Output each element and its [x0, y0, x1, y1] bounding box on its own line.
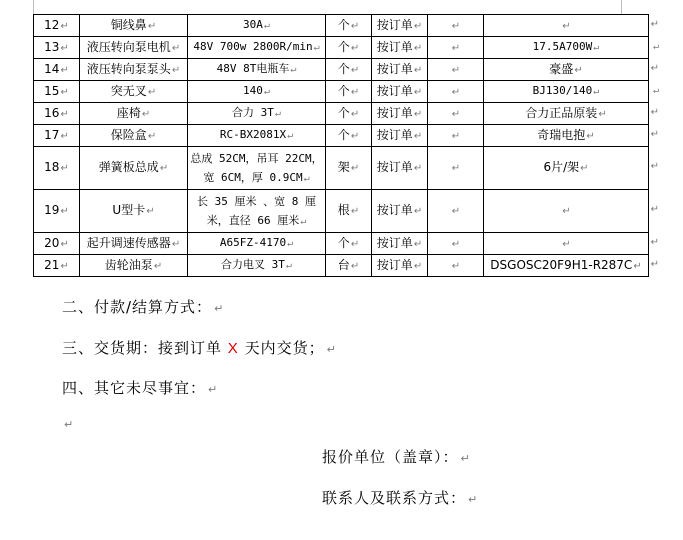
cell-name: 座椅↵ [80, 103, 188, 125]
cell-qty: 按订单↵ [372, 190, 428, 233]
cell-spec: 30A↵ [188, 15, 326, 37]
cell-note: ↵ ↵ [484, 233, 649, 255]
cell-price: ↵ [428, 125, 484, 147]
cell-spec: RC-BX2081X↵ [188, 125, 326, 147]
cell-qty: 按订单↵ [372, 125, 428, 147]
cell-no: 19↵ [34, 190, 80, 233]
cell-spec: 48V 700w 2800R/min↵ [188, 37, 326, 59]
cell-spec: A65FZ-4170↵ [188, 233, 326, 255]
payment-terms: 二、付款/结算方式： ↵ [62, 298, 225, 316]
cell-unit: 架↵ [326, 147, 372, 190]
cell-name: 保险盒↵ [80, 125, 188, 147]
row-end-mark: ↵ [652, 85, 659, 96]
cell-price: ↵ [428, 255, 484, 277]
row-end-mark: ↵ [650, 236, 659, 248]
cell-spec: 140↵ [188, 81, 326, 103]
empty-paragraph: ↵ [64, 418, 75, 431]
cell-qty: 按订单↵ [372, 59, 428, 81]
cell-note: 奇瑞电抱↵ ↵ [484, 125, 649, 147]
cell-spec: 合力 3T↵ [188, 103, 326, 125]
row-end-mark: ↵ [650, 128, 659, 140]
cell-no: 15↵ [34, 81, 80, 103]
cell-name: U型卡↵ [80, 190, 188, 233]
cell-no: 18↵ [34, 147, 80, 190]
cell-no: 17↵ [34, 125, 80, 147]
cell-price: ↵ [428, 81, 484, 103]
cell-price: ↵ [428, 15, 484, 37]
page-margin-mark-right [621, 0, 622, 14]
contact-info: 联系人及联系方式： ↵ [322, 489, 479, 507]
cell-note: DSGOSC20F9H1-R287C↵ ↵ [484, 255, 649, 277]
row-end-mark: ↵ [650, 258, 659, 270]
cell-note: BJ130/140↵ ↵ [484, 81, 649, 103]
row-end-mark: ↵ [650, 18, 659, 30]
cell-name: 齿轮油泵↵ [80, 255, 188, 277]
cell-unit: 根↵ [326, 190, 372, 233]
table-row [34, 15, 649, 37]
cell-note: ↵ ↵ [484, 190, 649, 233]
cell-name: 弹簧板总成↵ [80, 147, 188, 190]
cell-no: 20↵ [34, 233, 80, 255]
row-end-mark: ↵ [650, 62, 659, 74]
cell-price: ↵ [428, 147, 484, 190]
table-row [34, 103, 649, 125]
delivery-terms: 三、交货期：接到订单 X 天内交货； ↵ [62, 339, 337, 357]
cell-no: 13↵ [34, 37, 80, 59]
cell-name: 铜线鼻↵ [80, 15, 188, 37]
cell-note: 17.5A700W↵ ↵ [484, 37, 649, 59]
delivery-days: X [227, 340, 239, 357]
cell-name: 突无叉↵ [80, 81, 188, 103]
cell-qty: 按订单↵ [372, 37, 428, 59]
table-row [34, 233, 649, 255]
cell-qty: 按订单↵ [372, 255, 428, 277]
cell-qty: 按订单↵ [372, 81, 428, 103]
cell-name: 起升调速传感器↵ [80, 233, 188, 255]
cell-spec: 总成 52CM，吊耳 22CM，宽 6CM，厚 0.9CM↵ [188, 147, 326, 190]
cell-note: 合力正品原装↵ ↵ [484, 103, 649, 125]
cell-price: ↵ [428, 59, 484, 81]
row-end-mark: ↵ [650, 161, 659, 172]
table-row [34, 125, 649, 147]
row-end-mark: ↵ [650, 204, 659, 215]
cell-no: 21↵ [34, 255, 80, 277]
cell-qty: 按订单↵ [372, 15, 428, 37]
quoting-unit-seal: 报价单位（盖章）： ↵ [322, 448, 471, 466]
cell-unit: 个↵ [326, 15, 372, 37]
cell-spec: 长 35 厘米 、宽 8 厘米，直径 66 厘米↵ [188, 190, 326, 233]
cell-spec: 48V 8T电瓶车↵ [188, 59, 326, 81]
page-margin-mark-left [33, 0, 34, 14]
table-row [34, 190, 649, 233]
cell-price: ↵ [428, 103, 484, 125]
row-end-mark: ↵ [652, 41, 659, 52]
table-row [34, 59, 649, 81]
table-row [34, 255, 649, 277]
cell-qty: 按订单↵ [372, 233, 428, 255]
cell-price: ↵ [428, 233, 484, 255]
cell-price: ↵ [428, 37, 484, 59]
cell-unit: 个↵ [326, 103, 372, 125]
table-row [34, 81, 649, 103]
cell-note: 6片/架↵ ↵ [484, 147, 649, 190]
cell-qty: 按订单↵ [372, 103, 428, 125]
cell-unit: 个↵ [326, 37, 372, 59]
cell-note: 豪盛↵ ↵ [484, 59, 649, 81]
row-end-mark: ↵ [650, 106, 659, 118]
cell-unit: 个↵ [326, 233, 372, 255]
cell-name: 液压转向泵泵头↵ [80, 59, 188, 81]
cell-spec: 合力电叉 3T↵ [188, 255, 326, 277]
other-matters: 四、其它未尽事宜： ↵ [62, 379, 219, 397]
cell-no: 16↵ [34, 103, 80, 125]
cell-qty: 按订单↵ [372, 147, 428, 190]
cell-unit: 个↵ [326, 125, 372, 147]
quote-table [33, 14, 659, 277]
table-row [34, 37, 649, 59]
cell-no: 12↵ [34, 15, 80, 37]
cell-unit: 台↵ [326, 255, 372, 277]
cell-note: ↵ ↵ [484, 15, 649, 37]
cell-unit: 个↵ [326, 81, 372, 103]
cell-name: 液压转向泵电机↵ [80, 37, 188, 59]
cell-no: 14↵ [34, 59, 80, 81]
cell-unit: 个↵ [326, 59, 372, 81]
cell-price: ↵ [428, 190, 484, 233]
table-row [34, 147, 649, 190]
